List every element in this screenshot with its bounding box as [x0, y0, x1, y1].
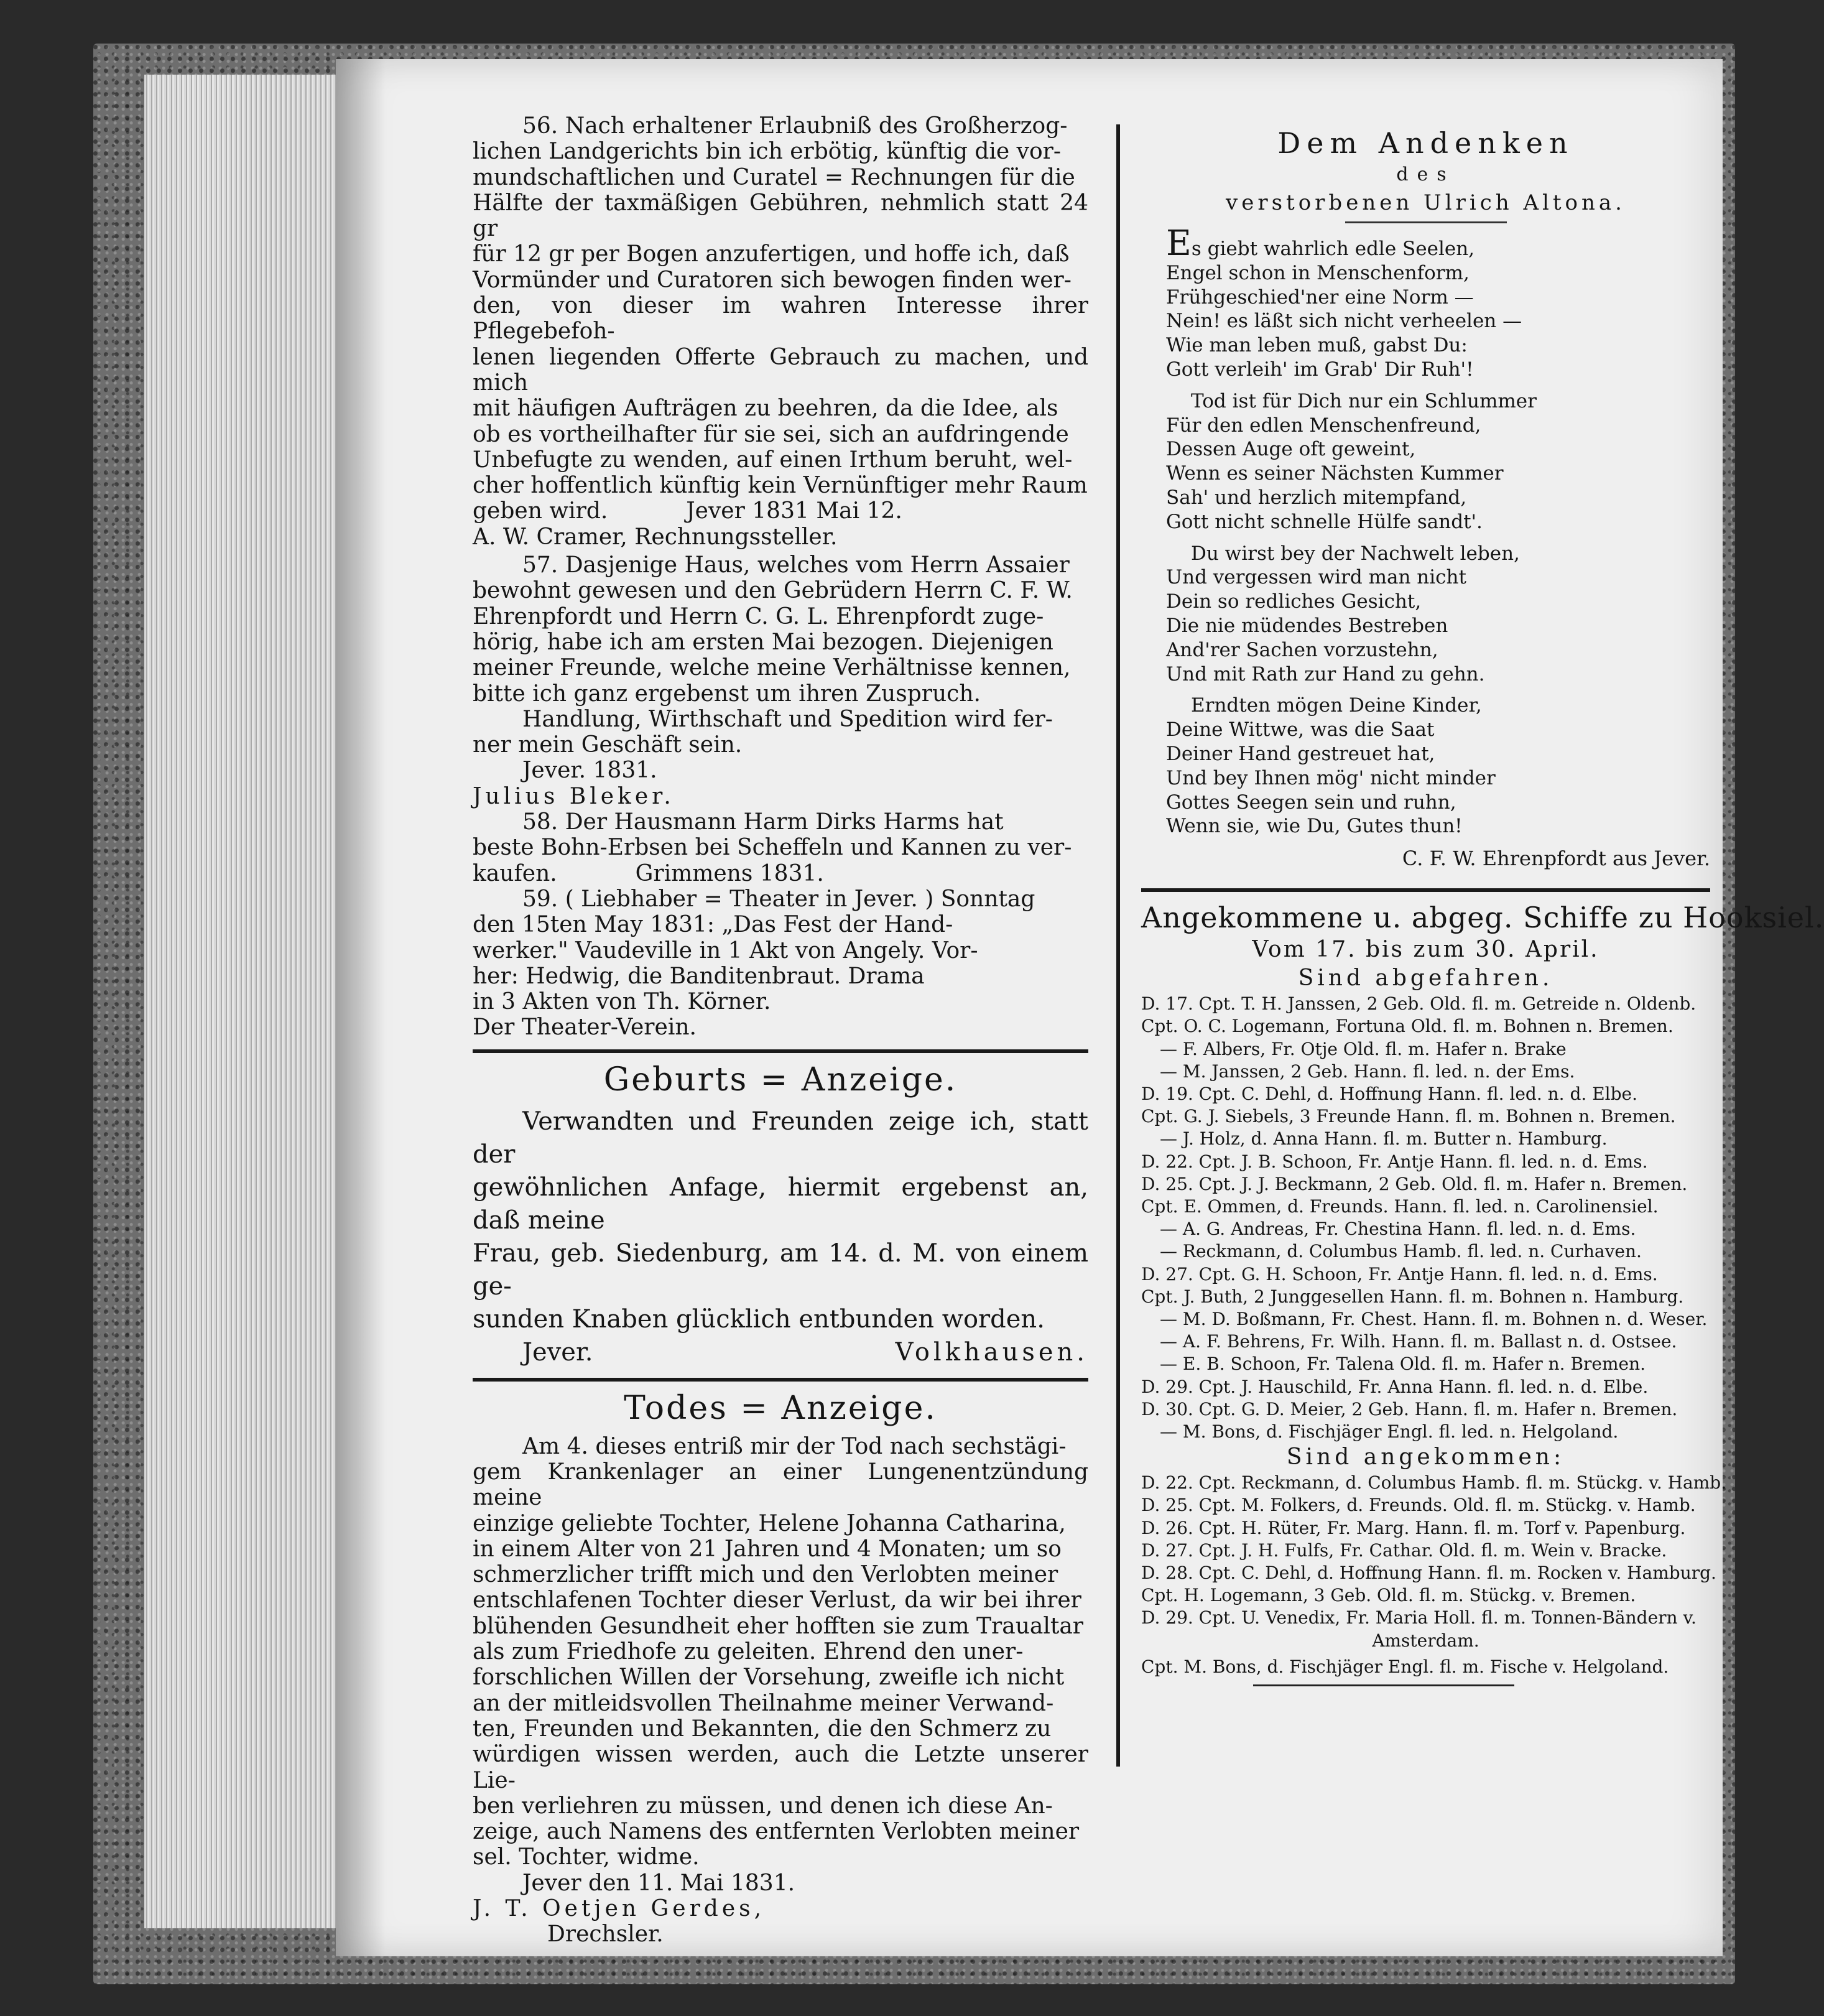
- poem-line: Tod ist für Dich nur ein Schlummer: [1191, 389, 1537, 412]
- ship-entry: D. 28. Cpt. C. Dehl, d. Hoffnung Hann. fl. m. Rocken v. Hamburg.: [1141, 1563, 1716, 1583]
- poem-line: Erndten mögen Deine Kinder,: [1191, 694, 1482, 717]
- poem-line: Und vergessen wird man nicht: [1166, 566, 1466, 589]
- ship-entry: D. 26. Cpt. H. Rüter, Fr. Marg. Hann. fl. m. Torf v. Papenburg.: [1141, 1517, 1686, 1538]
- ship-entry: D. 22. Cpt. Reckmann, d. Columbus Hamb. fl. m. Stückg. v. Hamb.: [1141, 1472, 1727, 1493]
- death-line: sel. Tochter, widme.: [473, 1844, 700, 1870]
- ad-56-line: geben wird. Jever 1831 Mai 12.: [473, 498, 902, 524]
- poem-line: Für den edlen Menschenfreund,: [1166, 414, 1481, 437]
- ad-57-line: ner mein Geschäft sein.: [473, 732, 743, 758]
- ship-entry: Cpt. E. Ommen, d. Freunds. Hann. fl. led. n. Carolinensiel.: [1141, 1196, 1659, 1217]
- birth-notice: [473, 1061, 1088, 1369]
- death-line: würdigen wissen werden, auch die Letzte unserer Lie-: [473, 1742, 1088, 1793]
- poem-subtitle-name: verstorbenen Ulrich Altona.: [1226, 190, 1626, 215]
- ad-59-line: in 3 Akten von Th. Körner.: [473, 989, 771, 1015]
- birth-line: sunden Knaben glücklich entbunden worden.: [473, 1304, 1045, 1334]
- right-column: [1141, 124, 1824, 1693]
- poem-stanza: [1141, 694, 1710, 838]
- ad-56-line: 56. Nach erhaltener Erlaubniß des Großherzog-: [522, 113, 1068, 139]
- ad-57-line: Handlung, Wirthschaft und Spedition wird fer-: [522, 706, 1053, 732]
- poem-line: And'rer Sachen vorzustehn,: [1166, 638, 1438, 661]
- birth-heading: Geburts = Anzeige.: [603, 1061, 958, 1099]
- poem-line: Wie man leben muß, gabst Du:: [1166, 334, 1468, 357]
- arrived-heading: Sind angekommen:: [1286, 1444, 1565, 1470]
- birth-line: Verwandten und Freunden zeige ich, statt der: [473, 1107, 1088, 1169]
- ad-59-signature: Der Theater-Verein.: [473, 1015, 697, 1041]
- ships-report: [1141, 899, 1824, 1686]
- death-signature-role: Drechsler.: [547, 1921, 664, 1948]
- ad-59-line: den 15ten May 1831: „Das Fest der Hand-: [473, 912, 953, 938]
- poem-line: Frühgeschied'ner eine Norm —: [1166, 286, 1474, 309]
- poem-line: Nein! es läßt sich nicht verheelen —: [1166, 310, 1522, 333]
- ship-entry: — F. Albers, Fr. Otje Old. fl. m. Hafer n. Brake: [1160, 1038, 1567, 1059]
- ship-entry: Cpt. J. Buth, 2 Junggesellen Hann. fl. m. Bohnen n. Hamburg.: [1141, 1286, 1684, 1307]
- ship-entry: D. 17. Cpt. T. H. Janssen, 2 Geb. Old. fl. m. Getreide n. Oldenb.: [1141, 993, 1697, 1015]
- ship-entry: D. 30. Cpt. G. D. Meier, 2 Geb. Hann. fl. m. Hafer n. Bremen.: [1141, 1398, 1678, 1419]
- ship-entry: D. 19. Cpt. C. Dehl, d. Hoffnung Hann. fl. led. n. d. Elbe.: [1141, 1083, 1637, 1104]
- ship-entry: — M. D. Boßmann, Fr. Chest. Hann. fl. m. Bohnen n. d. Weser.: [1160, 1308, 1708, 1329]
- poem-line: Deine Wittwe, was die Saat: [1166, 718, 1435, 741]
- poem-line: Die nie müdendes Bestreben: [1166, 614, 1448, 637]
- ad-56-line: ob es vortheilhafter für sie sei, sich an aufdringende: [473, 421, 1069, 447]
- poem-line: Dessen Auge oft geweint,: [1166, 438, 1416, 461]
- poem-line: Gott verleih' im Grab' Dir Ruh'!: [1166, 358, 1474, 381]
- ad-56-line: cher hoffentlich künftig kein Vernünftiger mehr Raum: [473, 473, 1088, 499]
- death-line: zeige, auch Namens des entfernten Verlobten meiner: [473, 1819, 1080, 1845]
- poem-title: Dem Andenken: [1277, 126, 1574, 160]
- ad-59-line: 59. ( Liebhaber = Theater in Jever. ) Sonntag: [522, 886, 1035, 912]
- poem-line: Gott nicht schnelle Hülfe sandt'.: [1166, 510, 1483, 533]
- poem-signature: C. F. W. Ehrenpfordt aus Jever.: [1402, 847, 1710, 871]
- section-rule: [1141, 888, 1710, 892]
- ship-entry: — J. Holz, d. Anna Hann. fl. m. Butter n. Hamburg.: [1160, 1128, 1608, 1150]
- death-signature: J. T. Oetjen Gerdes,: [473, 1896, 766, 1922]
- poem-line: Gottes Seegen sein und ruhn,: [1166, 791, 1456, 814]
- end-rule: [1253, 1684, 1514, 1686]
- departed-heading: Sind abgefahren.: [1298, 965, 1553, 992]
- ad-56-line: mundschaftlichen und Curatel = Rechnungen für die: [473, 164, 1075, 190]
- death-line: entschlafenen Tochter dieser Verlust, da wir bei ihrer: [473, 1587, 1081, 1614]
- ship-entry: D. 25. Cpt. M. Folkers, d. Freunds. Old. fl. m. Stückg. v. Hamb.: [1141, 1495, 1696, 1516]
- ad-56-line: Unbefugte zu wenden, auf einen Irthum beruht, wel-: [473, 447, 1073, 473]
- death-line: an der mitleidsvollen Theilnahme meiner Verwand-: [473, 1690, 1054, 1716]
- ad-59-line: werker." Vaudeville in 1 Akt von Angely. Vor-: [473, 937, 978, 964]
- section-rule: [473, 1049, 1088, 1053]
- column-divider: [1116, 124, 1120, 1767]
- birth-line: Frau, geb. Siedenburg, am 14. d. M. von einem ge-: [473, 1238, 1088, 1301]
- ad-58-line: 58. Der Hausmann Harm Dirks Harms hat: [522, 809, 1004, 835]
- ad-56-signature: A. W. Cramer, Rechnungssteller.: [473, 524, 838, 550]
- ad-58: [473, 809, 1088, 886]
- poem-line: Es giebt wahrlich edle Seelen,: [1166, 223, 1475, 264]
- ship-entry: — M. Bons, d. Fischjäger Engl. fl. led. n. Helgoland.: [1160, 1421, 1619, 1442]
- ship-entry: Cpt. H. Logemann, 3 Geb. Old. fl. m. Stückg. v. Bremen.: [1141, 1585, 1636, 1606]
- ship-entry: — E. B. Schoon, Fr. Talena Old. fl. m. Hafer n. Bremen.: [1160, 1354, 1646, 1375]
- ad-56-line: Vormünder und Curatoren sich bewogen finden wer-: [473, 267, 1072, 293]
- death-line: schmerzlicher trifft mich und den Verlobten meiner: [473, 1562, 1058, 1588]
- ship-entry: Cpt. O. C. Logemann, Fortuna Old. fl. m. Bohnen n. Bremen.: [1141, 1016, 1674, 1037]
- ship-entry: Cpt. M. Bons, d. Fischjäger Engl. fl. m. Fische v. Helgoland.: [1141, 1656, 1669, 1677]
- ship-entry: Amsterdam.: [1372, 1630, 1479, 1651]
- death-notice: [473, 1389, 1088, 1948]
- ad-56-line: lenen liegenden Offerte Gebrauch zu machen, und mich: [473, 344, 1088, 396]
- birth-line: gewöhnlichen Anfage, hiermit ergebenst an, daß meine: [473, 1173, 1088, 1235]
- ad-57-line: bitte ich ganz ergebenst um ihren Zuspruch.: [473, 681, 981, 707]
- ad-57-line: hörig, habe ich am ersten Mai bezogen. Diejenigen: [473, 629, 1053, 655]
- section-rule: [473, 1378, 1088, 1382]
- poem-stanza: [1141, 223, 1710, 382]
- ad-57-line: Ehrenpfordt und Herrn C. G. L. Ehrenpfordt zuge-: [473, 603, 1044, 629]
- ad-57-line: 57. Dasjenige Haus, welches vom Herrn Assaier: [522, 552, 1070, 578]
- ship-entry: D. 29. Cpt. J. Hauschild, Fr. Anna Hann. fl. led. n. d. Elbe.: [1141, 1376, 1649, 1397]
- ad-58-line: kaufen. Grimmens 1831.: [473, 860, 824, 886]
- death-line: als zum Friedhofe zu geleiten. Ehrend den uner-: [473, 1639, 1024, 1665]
- poem-stanza: [1141, 389, 1710, 534]
- death-line: ben verliehren zu müssen, und denen ich diese An-: [473, 1793, 1053, 1819]
- poem-line: Engel schon in Menschenform,: [1166, 261, 1470, 284]
- poem-subtitle: des: [1396, 164, 1455, 185]
- birth-place: Jever.: [522, 1337, 593, 1367]
- death-line: Am 4. dieses entriß mir der Tod nach sechstägi-: [522, 1433, 1067, 1459]
- ship-entry: — M. Janssen, 2 Geb. Hann. fl. led. n. der Ems.: [1160, 1061, 1575, 1082]
- ad-57-signature: Julius Bleker.: [473, 783, 675, 809]
- death-line: gem Krankenlager an einer Lungenentzündung meine: [473, 1459, 1088, 1511]
- ships-period: Vom 17. bis zum 30. April.: [1252, 937, 1599, 963]
- ships-heading: Angekommene u. abgeg. Schiffe zu Hooksiel.: [1141, 901, 1824, 935]
- ad-57: [473, 552, 1088, 809]
- memorial-poem: [1141, 124, 1710, 875]
- poem-stanza: [1141, 542, 1710, 687]
- poem-line: Und mit Rath zur Hand zu gehn.: [1166, 662, 1485, 685]
- ad-56-line: lichen Landgerichts bin ich erbötig, künftig die vor-: [473, 139, 1062, 165]
- ad-58-line: beste Bohn-Erbsen bei Scheffeln und Kannen zu ver-: [473, 835, 1072, 861]
- poem-line: Wenn sie, wie Du, Gutes thun!: [1166, 815, 1463, 838]
- ship-entry: — A. F. Behrens, Fr. Wilh. Hann. fl. m. Ballast n. d. Ostsee.: [1160, 1331, 1677, 1352]
- death-place: Jever den 11. Mai 1831.: [522, 1870, 795, 1896]
- poem-line: Dein so redliches Gesicht,: [1166, 590, 1422, 613]
- death-line: ten, Freunden und Bekannten, die den Schmerz zu: [473, 1716, 1052, 1742]
- ship-entry: D. 25. Cpt. J. J. Beckmann, 2 Geb. Old. fl. m. Hafer n. Bremen.: [1141, 1173, 1688, 1194]
- birth-signature-row: [473, 1336, 1088, 1369]
- death-line: forschlichen Willen der Vorsehung, zweifle ich nicht: [473, 1665, 1065, 1691]
- death-heading: Todes = Anzeige.: [624, 1389, 937, 1427]
- poem-line: Deiner Hand gestreuet hat,: [1166, 742, 1435, 765]
- ad-57-line: bewohnt gewesen und den Gebrüdern Herrn C. F. W.: [473, 578, 1073, 604]
- ad-56-line: Hälfte der taxmäßigen Gebühren, nehmlich statt 24 gr: [473, 190, 1088, 242]
- arrived-list: [1141, 1472, 1727, 1678]
- ad-56-line: für 12 gr per Bogen anzufertigen, und hoffe ich, daß: [473, 241, 1070, 267]
- ad-56: [473, 113, 1088, 550]
- ship-entry: — Reckmann, d. Columbus Hamb. fl. led. n. Curhaven.: [1160, 1241, 1642, 1262]
- ad-56-line: den, von dieser im wahren Interesse ihrer Pflegebefoh-: [473, 293, 1088, 345]
- death-line: in einem Alter von 21 Jahren und 4 Monaten; um so: [473, 1536, 1062, 1562]
- ship-entry: D. 27. Cpt. J. H. Fulfs, Fr. Cathar. Old. fl. m. Wein v. Bracke.: [1141, 1540, 1667, 1561]
- birth-signature: Volkhausen.: [895, 1337, 1088, 1367]
- poem-line: Du wirst bey der Nachwelt leben,: [1191, 542, 1520, 565]
- poem-line: Und bey Ihnen mög' nicht minder: [1166, 766, 1496, 789]
- ship-entry: D. 22. Cpt. J. B. Schoon, Fr. Antje Hann. fl. led. n. d. Ems.: [1141, 1151, 1648, 1172]
- poem-line: Sah' und herzlich mitempfand,: [1166, 486, 1467, 509]
- poem-line: Wenn es seiner Nächsten Kummer: [1166, 462, 1504, 485]
- ad-59-line: her: Hedwig, die Banditenbraut. Drama: [473, 963, 925, 989]
- death-line: blühenden Gesundheit eher hofften sie zum Traualtar: [473, 1613, 1084, 1639]
- departed-list: [1141, 993, 1710, 1443]
- left-column: [473, 113, 1088, 1948]
- ship-entry: — A. G. Andreas, Fr. Chestina Hann. fl. led. n. d. Ems.: [1160, 1219, 1636, 1240]
- ship-entry: D. 29. Cpt. U. Venedix, Fr. Maria Holl. fl. m. Tonnen-Bändern v.: [1141, 1607, 1697, 1628]
- ad-56-line: mit häufigen Aufträgen zu beehren, da die Idee, als: [473, 396, 1058, 422]
- death-line: einzige geliebte Tochter, Helene Johanna Catharina,: [473, 1510, 1066, 1536]
- ad-57-line: meiner Freunde, welche meine Verhältnisse kennen,: [473, 655, 1071, 681]
- ad-57-place: Jever. 1831.: [522, 758, 657, 784]
- gutter-shadow: [336, 59, 386, 1956]
- poem-rule: [1345, 221, 1507, 223]
- ship-entry: D. 27. Cpt. G. H. Schoon, Fr. Antje Hann. fl. led. n. d. Ems.: [1141, 1263, 1658, 1284]
- ad-59: [473, 886, 1088, 1041]
- page-edges: [144, 75, 345, 1928]
- ship-entry: Cpt. G. J. Siebels, 3 Freunde Hann. fl. m. Bohnen n. Bremen.: [1141, 1106, 1676, 1127]
